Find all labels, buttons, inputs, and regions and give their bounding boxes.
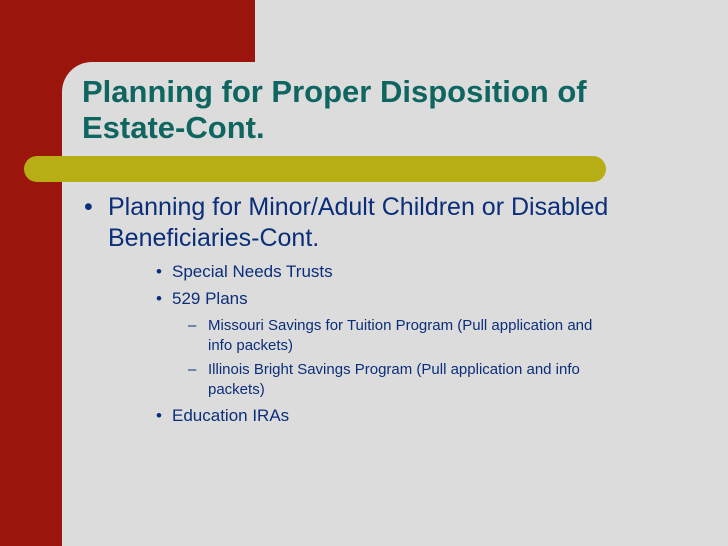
level3-line-2: packets) — [208, 381, 265, 398]
title-line-2: Estate-Cont. — [82, 110, 265, 145]
level3-line-2: info packets) — [208, 337, 294, 354]
bullet-dot: • — [84, 193, 93, 221]
level3-item-missouri — [208, 316, 688, 356]
level2-item-special-needs-trusts: Special Needs Trusts — [172, 262, 333, 281]
bullet-dot: • — [156, 262, 162, 281]
level3-item-illinois — [208, 360, 688, 400]
level2-item-education-iras: Education IRAs — [172, 406, 290, 425]
bullet-dot: • — [156, 289, 162, 308]
level1-item — [108, 192, 698, 254]
level2-item-529-plans: 529 Plans — [172, 289, 248, 308]
bullet-dot: • — [156, 406, 162, 425]
level3-line-1: Illinois Bright Savings Program (Pull application and info — [208, 361, 580, 378]
bullet-dash: – — [188, 361, 197, 378]
level1-line-2: Beneficiaries-Cont. — [108, 224, 320, 252]
title-line-1: Planning for Proper Disposition of — [82, 74, 587, 109]
level3-line-1: Missouri Savings for Tuition Program (Pull application and — [208, 317, 593, 334]
level1-line-1: Planning for Minor/Adult Children or Disabled — [108, 193, 609, 221]
bullet-dash: – — [188, 317, 197, 334]
